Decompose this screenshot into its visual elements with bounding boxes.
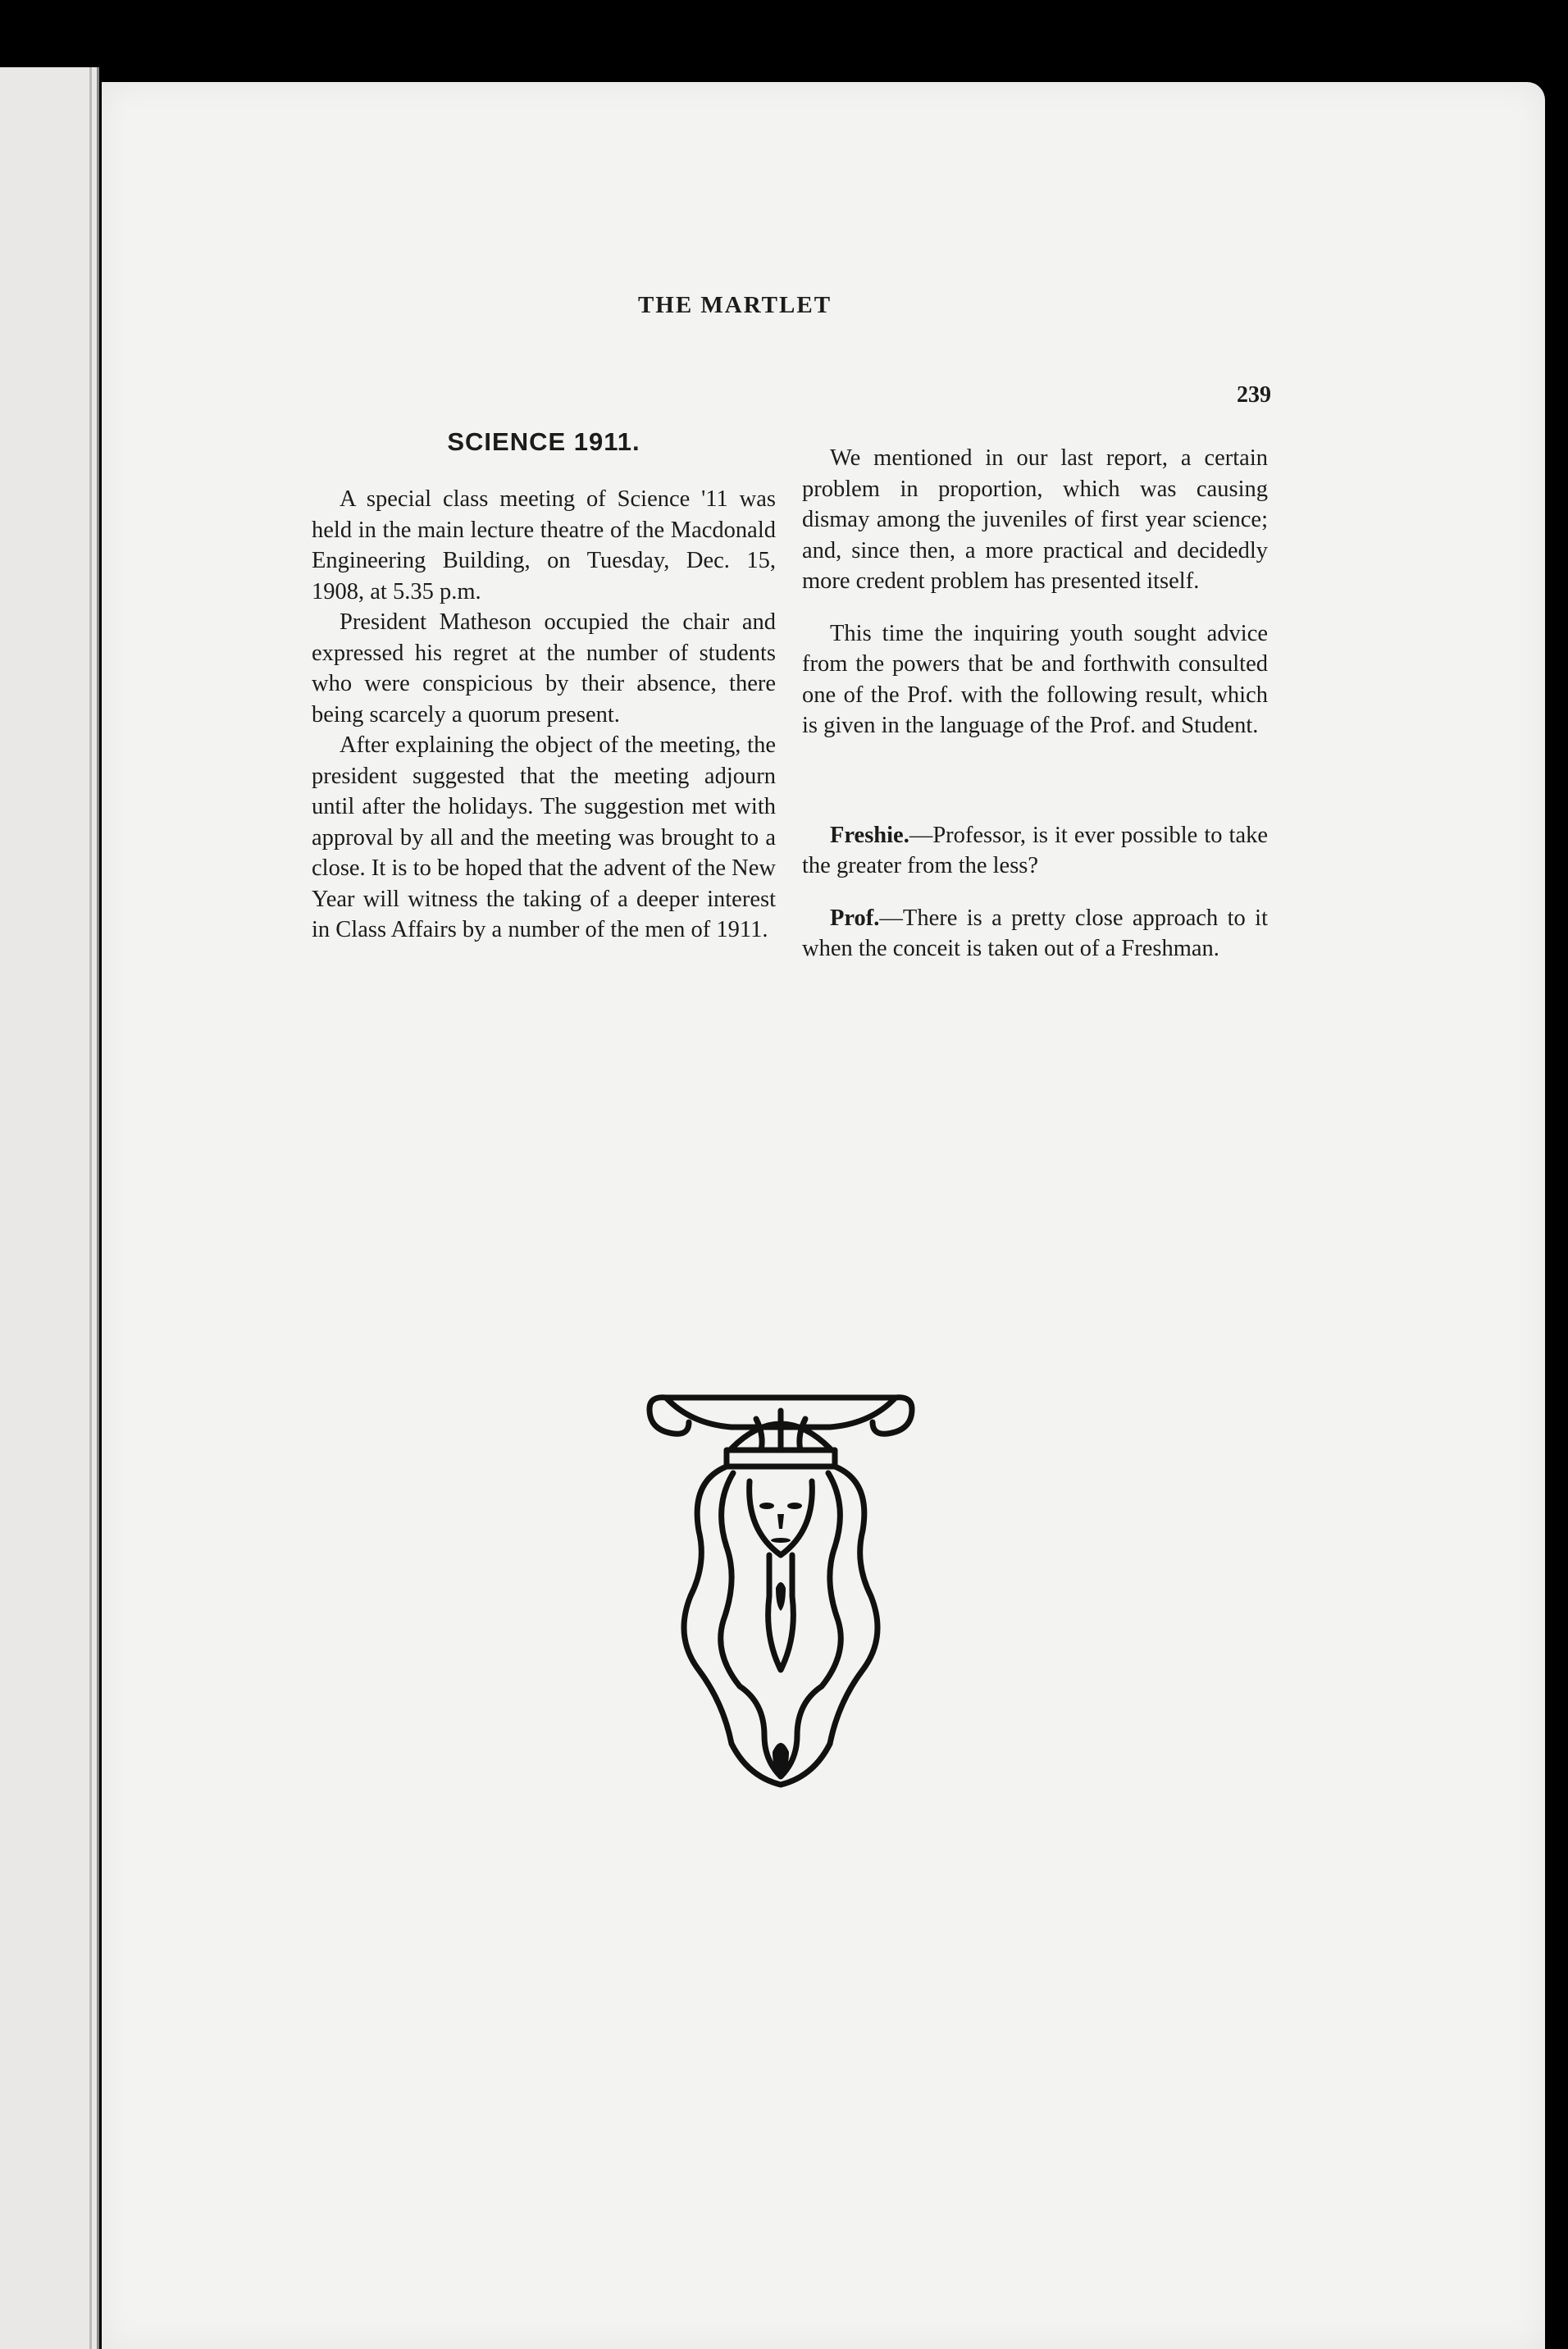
page	[102, 82, 1545, 2349]
previous-page-edge	[0, 67, 99, 2349]
paragraph: We mentioned in our last report, a certain problem in proportion, which was causing dismay among the juveniles of first year science; and, since then, a more practical and decidedly more credent problem has presented itself.	[802, 445, 1268, 594]
art-nouveau-ornament-icon	[641, 1391, 920, 1793]
right-column	[802, 443, 1268, 965]
paragraph: President Matheson occupied the chair and expressed his regret at the number of students who were conspicious by their absence, there being scarcely a quorum present.	[312, 609, 776, 728]
left-column	[312, 484, 776, 946]
page-number: 239	[1237, 382, 1271, 408]
running-head: THE MARTLET	[637, 292, 832, 318]
paragraph: After explaining the object of the meeting, the president suggested that the meeting adjourn until after the holidays. The suggestion met with approval by all and the meeting was brought to a close. It is to be hoped that the advent of the New Year will witness the taking of a deeper interest in Class Affairs by a number of the men of 1911.	[312, 732, 776, 942]
article-title: SCIENCE 1911.	[447, 427, 640, 456]
paragraph: A special class meeting of Science '11 was held in the main lecture theatre of the Macdonald Engineering Building, on Tuesday, Dec. 15, 1908, at 5.35 p.m.	[312, 486, 776, 604]
paragraph: This time the inquiring youth sought advice from the powers that be and forthwith consulted one of the Prof. with the following result, which is given in the language of the Prof. and Student.	[802, 620, 1268, 738]
dialogue-text: —There is a pretty close approach to it when the conceit is taken out of a Freshman.	[802, 905, 1268, 961]
speaker-label: Freshie.	[830, 822, 909, 848]
dialogue-text: —Professor, is it ever possible to take the greater from the less?	[802, 822, 1268, 878]
dialogue-line	[802, 903, 1268, 965]
speaker-label: Prof.	[830, 905, 880, 931]
dialogue-line	[802, 820, 1268, 882]
